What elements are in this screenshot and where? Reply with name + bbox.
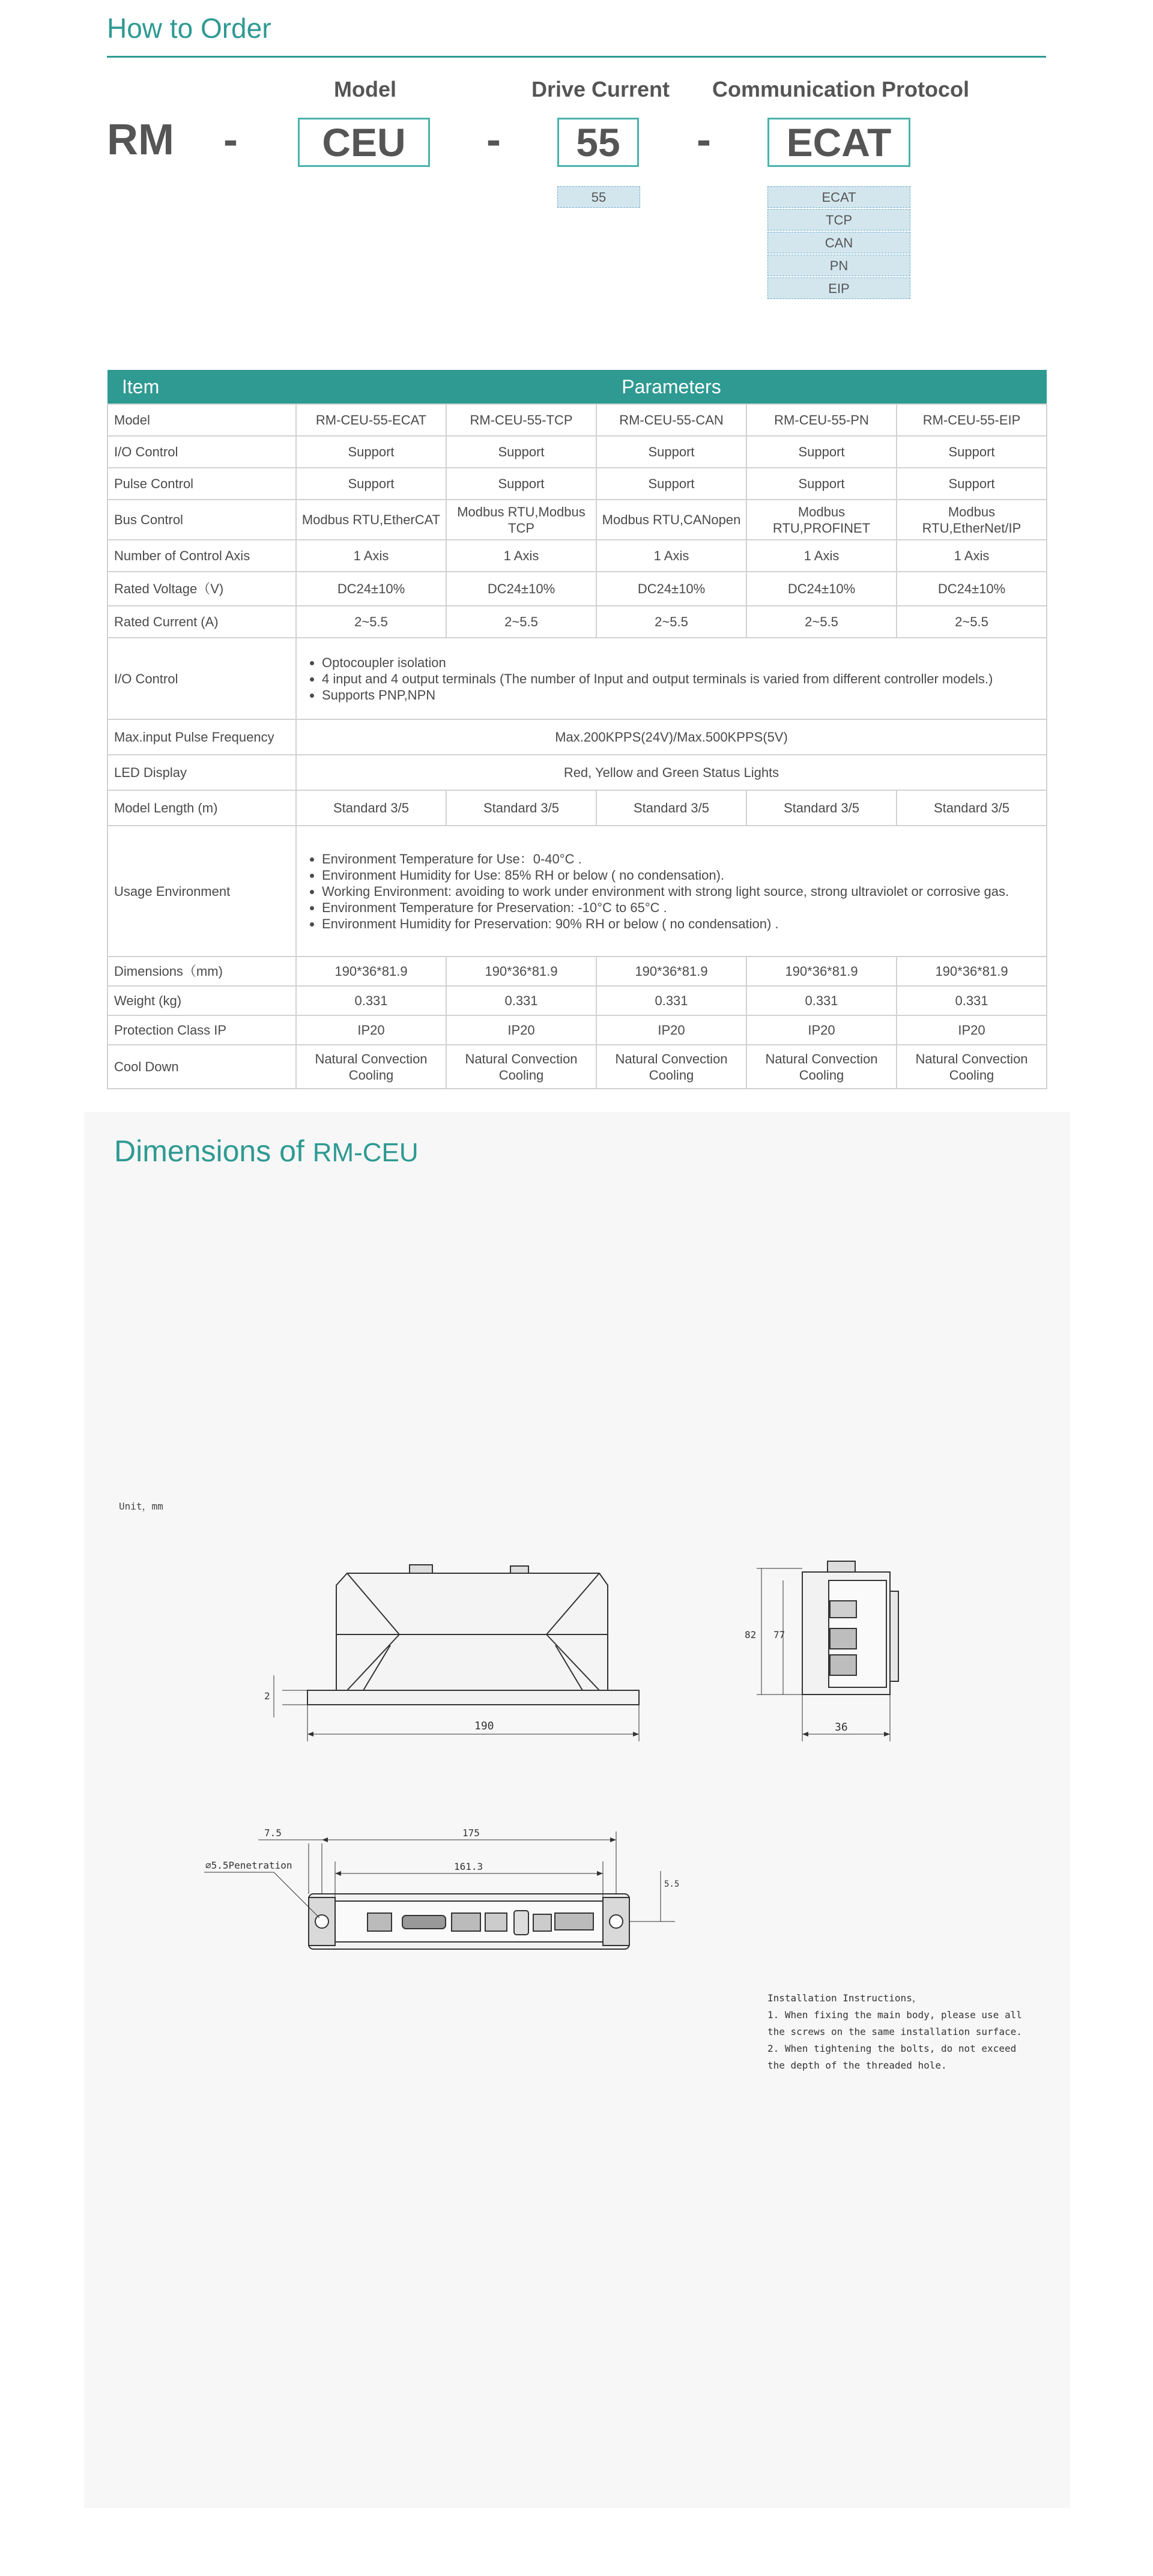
protocol-header: Communication Protocol xyxy=(712,77,969,101)
front-view-drawing xyxy=(274,1565,639,1741)
table-cell: Natural Convection Cooling xyxy=(296,1045,446,1089)
protocol-option: PN xyxy=(767,255,910,276)
table-cell: RM-CEU-55-PN xyxy=(746,404,897,436)
list-item: • Environment Temperature for Use：0-40°C . xyxy=(322,851,1041,867)
table-cell: DC24±10% xyxy=(897,572,1047,606)
side-view-drawing xyxy=(757,1561,898,1741)
table-cell: 0.331 xyxy=(897,986,1047,1015)
table-cell: 1 Axis xyxy=(746,540,897,572)
install-line: 1. When fixing the main body, please use all the screws on the same installation surface. xyxy=(767,2009,1022,2037)
top-edge-label: 5.5 xyxy=(664,1879,680,1889)
row-label: Bus Control xyxy=(107,500,296,540)
table-cell: 2~5.5 xyxy=(746,606,897,638)
table-cell: DC24±10% xyxy=(746,572,897,606)
table-cell: Natural Convection Cooling xyxy=(897,1045,1047,1089)
table-cell: Standard 3/5 xyxy=(296,790,446,826)
mounting-hole-label: ⌀5.5Penetration xyxy=(205,1860,292,1871)
table-cell: 1 Axis xyxy=(446,540,596,572)
table-cell: 0.331 xyxy=(446,986,596,1015)
dimensions-title-text: Dimensions of xyxy=(114,1134,304,1168)
row-label: Model xyxy=(107,404,296,436)
top-offset-label: 7.5 xyxy=(264,1827,282,1839)
protocol-option: ECAT xyxy=(767,186,910,208)
protocol-option: CAN xyxy=(767,232,910,253)
table-cell: Natural Convection Cooling xyxy=(446,1045,596,1089)
table-cell: Modbus RTU,CANopen xyxy=(596,500,746,540)
table-cell: Natural Convection Cooling xyxy=(746,1045,897,1089)
current-option: 55 xyxy=(557,186,640,208)
table-cell: DC24±10% xyxy=(596,572,746,606)
table-cell: Standard 3/5 xyxy=(596,790,746,826)
table-cell: Modbus RTU,Modbus TCP xyxy=(446,500,596,540)
table-cell: 190*36*81.9 xyxy=(446,957,596,986)
table-cell: Natural Convection Cooling xyxy=(596,1045,746,1089)
table-cell: 190*36*81.9 xyxy=(296,957,446,986)
table-cell: Standard 3/5 xyxy=(897,790,1047,826)
row-label: Protection Class IP xyxy=(107,1015,296,1045)
table-cell: Support xyxy=(296,468,446,500)
table-cell: Max.200KPPS(24V)/Max.500KPPS(5V) xyxy=(296,719,1047,755)
table-cell: Support xyxy=(446,468,596,500)
table-cell: RM-CEU-55-CAN xyxy=(596,404,746,436)
model-header: Model xyxy=(334,77,396,101)
install-line: 2. When tightening the bolts, do not exceed the depth of the threaded hole. xyxy=(767,2043,1017,2071)
top-inner-length-label: 161.3 xyxy=(454,1861,483,1872)
table-cell: 2~5.5 xyxy=(296,606,446,638)
table-cell: Support xyxy=(746,436,897,468)
table-cell: Modbus RTU,PROFINET xyxy=(746,500,897,540)
table-cell: Red, Yellow and Green Status Lights xyxy=(296,755,1047,790)
list-item: • Supports PNP,NPN xyxy=(322,687,1041,703)
row-label: LED Display xyxy=(107,755,296,790)
install-title: Installation Instructions， xyxy=(767,1992,922,2004)
protocol-code-box: ECAT xyxy=(767,118,910,167)
installation-instructions xyxy=(767,1990,1032,2074)
row-label: Max.input Pulse Frequency xyxy=(107,719,296,755)
front-base-label: 2 xyxy=(264,1690,270,1702)
table-cell: 190*36*81.9 xyxy=(746,957,897,986)
table-cell: 1 Axis xyxy=(296,540,446,572)
table-cell: Standard 3/5 xyxy=(746,790,897,826)
row-label: Rated Current (A) xyxy=(107,606,296,638)
unit-note: Unit，mm xyxy=(119,1501,163,1512)
row-label: I/O Control xyxy=(107,436,296,468)
protocol-option: EIP xyxy=(767,277,910,299)
header-item: Item xyxy=(107,370,296,404)
table-cell: IP20 xyxy=(596,1015,746,1045)
table-cell: 0.331 xyxy=(596,986,746,1015)
list-item: • 4 input and 4 output terminals (The number of Input and output terminals is varied from different controller models.) xyxy=(322,671,1041,687)
list-item: • Environment Humidity for Preservation: 90% RH or below ( no condensation) . xyxy=(322,916,1041,932)
side-height-label: 82 xyxy=(745,1629,757,1640)
row-label: Dimensions（mm) xyxy=(107,957,296,986)
header-parameters: Parameters xyxy=(296,370,1047,404)
model-code-box: CEU xyxy=(298,118,430,167)
top-view-drawing xyxy=(204,1831,675,1949)
table-cell: Support xyxy=(746,468,897,500)
table-cell: IP20 xyxy=(897,1015,1047,1045)
table-cell: RM-CEU-55-TCP xyxy=(446,404,596,436)
top-length-label: 175 xyxy=(462,1827,480,1839)
table-cell: 0.331 xyxy=(296,986,446,1015)
table-cell: DC24±10% xyxy=(296,572,446,606)
side-inner-height-label: 77 xyxy=(773,1629,785,1640)
row-label: Number of Control Axis xyxy=(107,540,296,572)
table-cell: Support xyxy=(446,436,596,468)
code-dash: - xyxy=(223,116,238,164)
row-label: Usage Environment xyxy=(107,826,296,957)
table-cell: 1 Axis xyxy=(897,540,1047,572)
list-item: • Optocoupler isolation xyxy=(322,655,1041,671)
row-label: Model Length (m) xyxy=(107,790,296,826)
table-cell: 2~5.5 xyxy=(446,606,596,638)
table-cell: DC24±10% xyxy=(446,572,596,606)
row-label: Weight (kg) xyxy=(107,986,296,1015)
row-label: Cool Down xyxy=(107,1045,296,1089)
table-cell: Support xyxy=(296,436,446,468)
table-cell: Support xyxy=(596,436,746,468)
table-cell: 1 Axis xyxy=(596,540,746,572)
row-label: I/O Control xyxy=(107,638,296,719)
code-dash: - xyxy=(697,116,711,164)
table-cell: Standard 3/5 xyxy=(446,790,596,826)
current-code-box: 55 xyxy=(557,118,639,167)
row-label: Rated Voltage（V) xyxy=(107,572,296,606)
protocol-option: TCP xyxy=(767,209,910,231)
code-dash: - xyxy=(486,116,501,164)
table-cell: Support xyxy=(897,468,1047,500)
table-cell: IP20 xyxy=(446,1015,596,1045)
list-item: • Environment Humidity for Use: 85% RH or below ( no condensation). xyxy=(322,867,1041,883)
list-item: • Environment Temperature for Preservation: -10°C to 65°C . xyxy=(322,899,1041,916)
front-width-label: 190 xyxy=(474,1720,494,1732)
code-prefix-rm: RM xyxy=(107,116,174,164)
table-cell: RM-CEU-55-EIP xyxy=(897,404,1047,436)
table-cell: Support xyxy=(897,436,1047,468)
table-cell: 2~5.5 xyxy=(897,606,1047,638)
table-cell: 0.331 xyxy=(746,986,897,1015)
table-cell: Support xyxy=(596,468,746,500)
table-cell: 2~5.5 xyxy=(596,606,746,638)
table-cell: RM-CEU-55-ECAT xyxy=(296,404,446,436)
list-item: • Working Environment: avoiding to work under environment with strong light source, strong ultraviolet or corrosive gas. xyxy=(322,883,1041,899)
dimensions-model: RM-CEU xyxy=(312,1138,419,1167)
how-to-order-title: How to Order xyxy=(107,13,271,44)
table-cell: Modbus RTU,EtherCAT xyxy=(296,500,446,540)
table-cell: 190*36*81.9 xyxy=(897,957,1047,986)
drive-current-header: Drive Current xyxy=(531,77,670,101)
table-cell: IP20 xyxy=(746,1015,897,1045)
table-cell: IP20 xyxy=(296,1015,446,1045)
side-depth-label: 36 xyxy=(835,1721,848,1734)
table-cell: 190*36*81.9 xyxy=(596,957,746,986)
table-cell: Modbus RTU,EtherNet/IP xyxy=(897,500,1047,540)
row-label: Pulse Control xyxy=(107,468,296,500)
